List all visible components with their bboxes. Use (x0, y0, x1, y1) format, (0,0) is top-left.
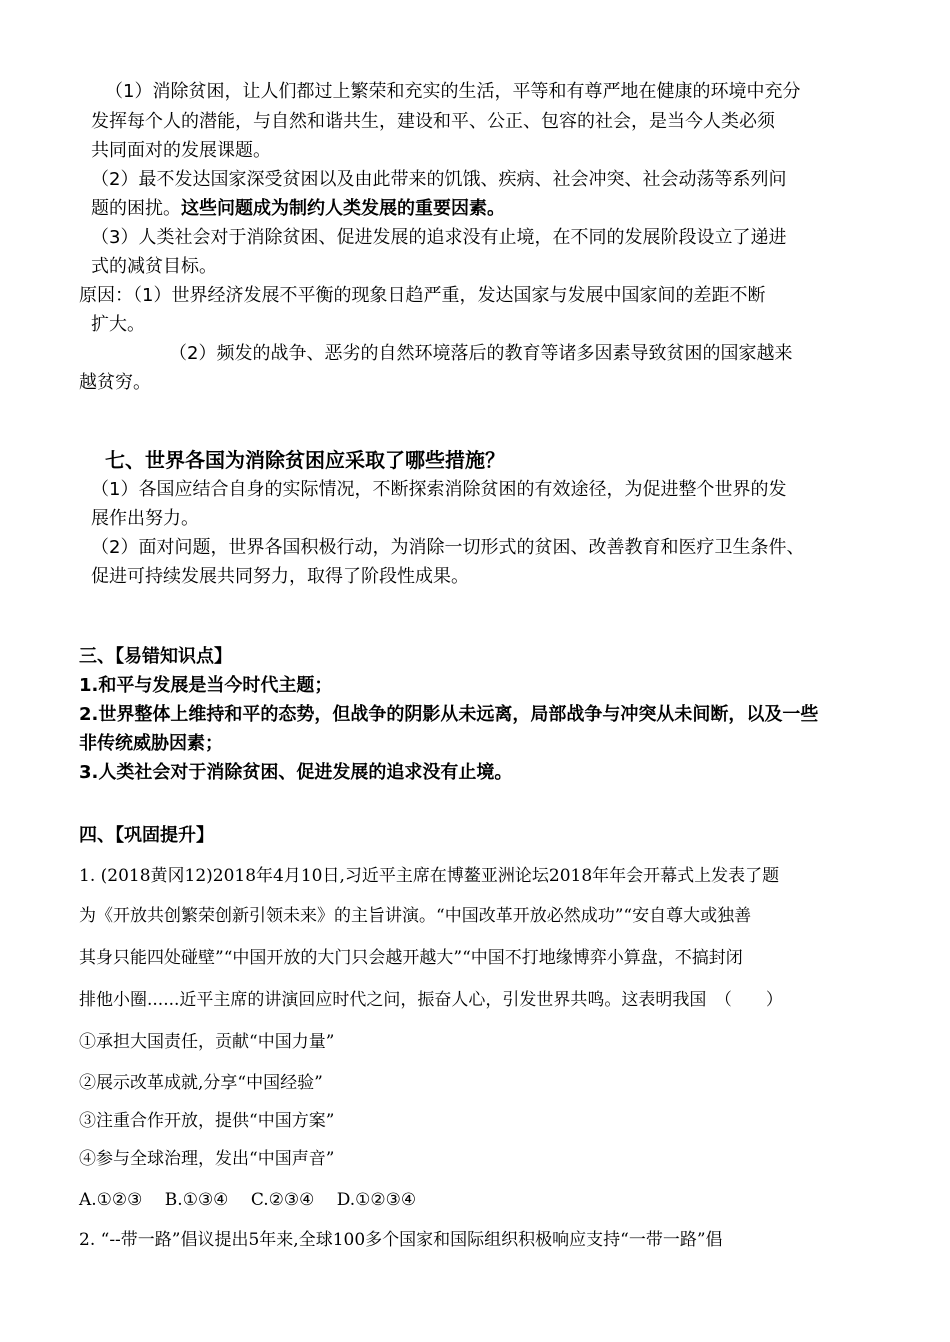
option-1: ①承担大国责任，贡献“中国力量” (79, 1032, 335, 1052)
option-2: ②展示改革成就,分享“中国经验” (79, 1073, 323, 1093)
mistake-item-2-line-1: 2.世界整体上维持和平的态势，但战争的阴影从未远离，局部战争与冲突从未间断，以及一些 (79, 704, 819, 725)
reason-line-1: 原因：（1）世界经济发展不平衡的现象日趋严重，发达国家与发展中国家间的差距不断 (79, 285, 766, 306)
answer-choices: A.①②③ B.①③④ C.②③④ D.①②③④ (79, 1190, 417, 1210)
section-seven-p2-line-2: 促进可持续发展共同努力，取得了阶段性成果。 (91, 566, 469, 587)
section-seven-heading: 七、世界各国为消除贫困应采取了哪些措施？ (105, 448, 505, 472)
question-1-line-1: 1. (2018黄冈12)2018年4月10日,习近平主席在博鳌亚洲论坛2018年年会开幕式上发表了题 (79, 866, 780, 886)
section-three-heading: 三、【易错知识点】 (79, 646, 232, 667)
question-1-line-3: 其身只能四处碰壁”“中国开放的大门只会越开越大”“中国不打地缘博弈小算盘，不搞封闭 (79, 948, 743, 968)
para-3-line-1: （3）人类社会对于消除贫困、促进发展的追求没有止境，在不同的发展阶段设立了递进 (91, 227, 787, 248)
para-1-line-3: 共同面对的发展课题。 (91, 140, 271, 161)
option-4: ④参与全球治理，发出“中国声音” (79, 1149, 335, 1169)
question-1-line-2: 为《开放共创繁荣创新引领未来》的主旨讲演。“中国改革开放必然成功”“安自尊大或独善 (79, 906, 752, 926)
mistake-item-2-line-2: 非传统威胁因素； (79, 733, 223, 754)
reason-line-4: 越贫穷。 (79, 372, 151, 393)
para-2-bold-text: 这些问题成为制约人类发展的重要因素。 (181, 198, 505, 219)
section-four-heading: 四、【巩固提升】 (79, 825, 214, 846)
section-seven-p1-line-2: 展作出努力。 (91, 508, 199, 529)
para-2-line-1: （2）最不发达国家深受贫困以及由此带来的饥饿、疾病、社会冲突、社会动荡等系列问 (91, 169, 787, 190)
para-3-line-2: 式的减贫目标。 (91, 256, 217, 277)
question-1-line-4: 排他小圈......近平主席的讲演回应时代之问，振奋人心，引发世界共鸣。这表明我国 （ ） (79, 990, 783, 1010)
section-seven-p2-line-1: （2）面对问题，世界各国积极行动，为消除一切形式的贫困、改善教育和医疗卫生条件、 (91, 537, 805, 558)
para-1-line-1: （1）消除贫困，让人们都过上繁荣和充实的生活，平等和有尊严地在健康的环境中充分 (105, 81, 801, 102)
para-2-line-2 (91, 197, 505, 221)
option-3: ③注重合作开放，提供“中国方案” (79, 1111, 335, 1131)
para-2-plain-text: 题的困扰。 (91, 198, 181, 219)
section-seven-p1-line-1: （1）各国应结合自身的实际情况，不断探索消除贫困的有效途径，为促进整个世界的发 (91, 479, 787, 500)
mistake-item-1: 1.和平与发展是当今时代主题； (79, 675, 333, 696)
para-1-line-2: 发挥每个人的潜能，与自然和谐共生，建设和平、公正、包容的社会，是当今人类必须 (91, 111, 775, 132)
mistake-item-3: 3.人类社会对于消除贫困、促进发展的追求没有止境。 (79, 762, 513, 783)
reason-line-3: （2）频发的战争、恶劣的自然环境落后的教育等诸多因素导致贫困的国家越来 (169, 343, 793, 364)
question-2-line-1: 2. “--带一路”倡议提出5年来,全球100多个国家和国际组织积极响应支持“一带一路”倡 (79, 1230, 723, 1250)
reason-line-2: 扩大。 (91, 314, 145, 335)
